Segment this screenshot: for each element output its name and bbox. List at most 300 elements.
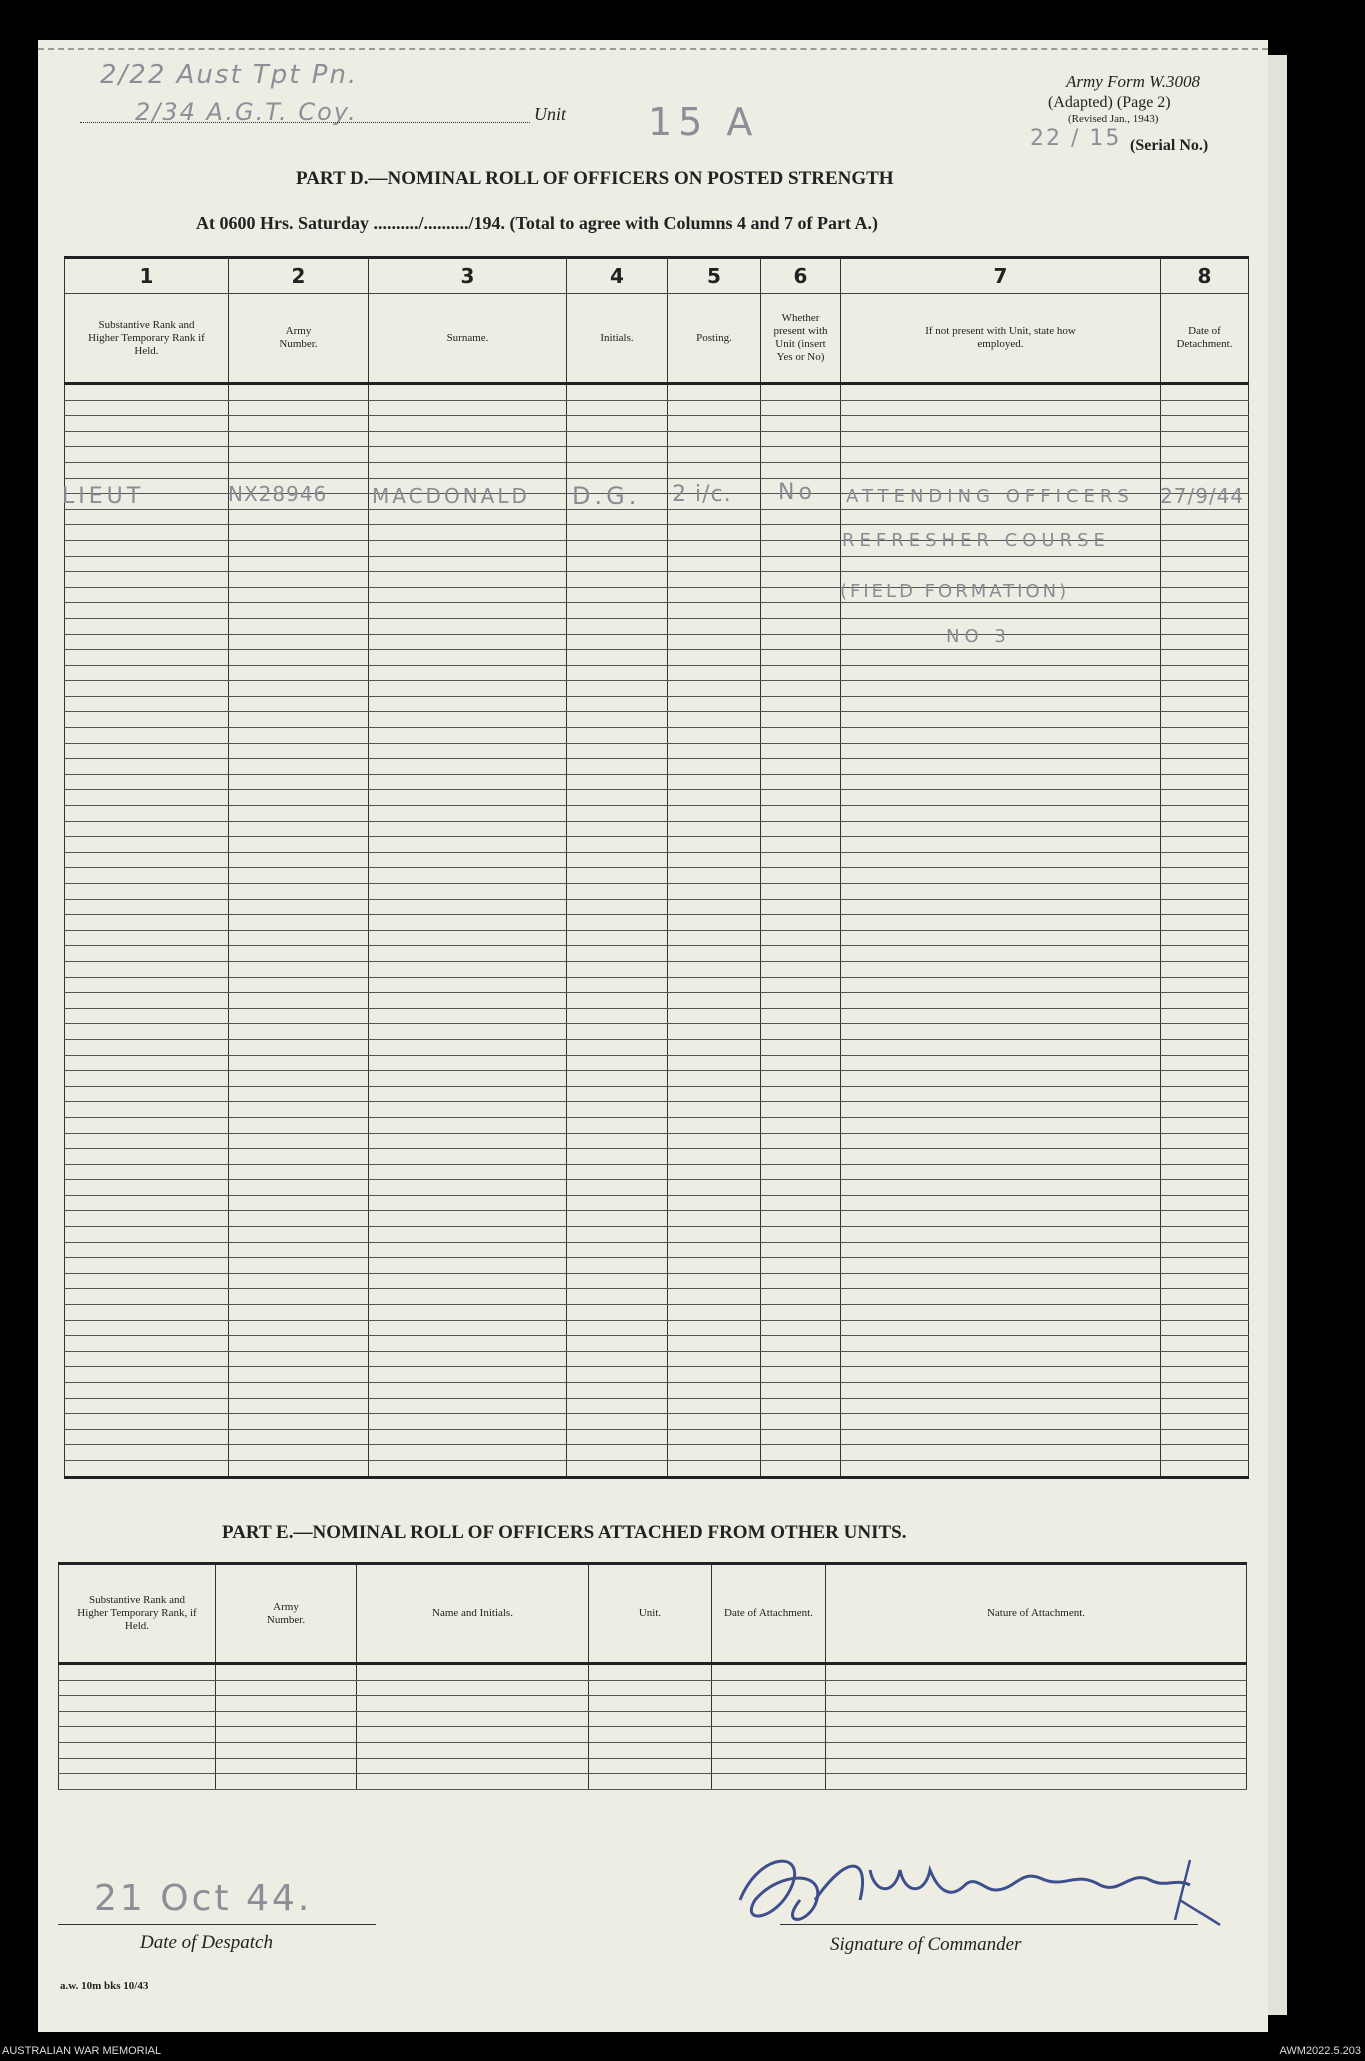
despatch-date-handwritten: 21 Oct 44. bbox=[94, 1878, 313, 1919]
table-cell bbox=[668, 572, 761, 588]
table-cell bbox=[1161, 556, 1249, 572]
table-cell bbox=[761, 743, 841, 759]
table-cell bbox=[668, 618, 761, 634]
table-cell bbox=[1161, 447, 1249, 463]
table-cell bbox=[567, 1445, 668, 1461]
table-cell bbox=[841, 1305, 1161, 1321]
table-cell bbox=[589, 1742, 712, 1758]
table-cell bbox=[216, 1680, 357, 1696]
table-cell bbox=[567, 1273, 668, 1289]
table-cell bbox=[567, 618, 668, 634]
commander-signature bbox=[720, 1830, 1240, 1950]
table-cell bbox=[761, 1102, 841, 1118]
table-cell bbox=[567, 509, 668, 525]
table-cell bbox=[712, 1758, 826, 1774]
table-row bbox=[65, 946, 1249, 962]
table-cell bbox=[668, 1336, 761, 1352]
table-cell bbox=[1161, 1367, 1249, 1383]
table-cell bbox=[567, 462, 668, 478]
table-cell bbox=[761, 1180, 841, 1196]
table-cell bbox=[567, 899, 668, 915]
part-e-col-name: Name and Initials. bbox=[357, 1564, 589, 1664]
table-cell bbox=[841, 930, 1161, 946]
table-cell bbox=[216, 1774, 357, 1790]
table-cell bbox=[668, 1429, 761, 1445]
table-cell bbox=[369, 790, 567, 806]
table-row bbox=[59, 1664, 1247, 1681]
table-cell bbox=[668, 790, 761, 806]
table-cell bbox=[567, 1149, 668, 1165]
table-cell bbox=[712, 1696, 826, 1712]
table-cell bbox=[841, 868, 1161, 884]
table-cell bbox=[668, 1398, 761, 1414]
table-cell bbox=[841, 1024, 1161, 1040]
table-cell bbox=[1161, 462, 1249, 478]
table-cell bbox=[841, 1227, 1161, 1243]
table-cell bbox=[589, 1774, 712, 1790]
table-cell bbox=[1161, 852, 1249, 868]
table-cell bbox=[65, 1008, 229, 1024]
col-number-5: 5 bbox=[668, 258, 761, 294]
table-cell bbox=[369, 1086, 567, 1102]
table-cell bbox=[229, 1211, 369, 1227]
table-cell bbox=[761, 961, 841, 977]
part-d-title: PART D.—NOMINAL ROLL OF OFFICERS ON POSTED STRENGTH bbox=[296, 168, 894, 189]
table-cell bbox=[761, 993, 841, 1009]
table-cell bbox=[59, 1727, 216, 1743]
table-cell bbox=[841, 1460, 1161, 1477]
table-cell bbox=[668, 1102, 761, 1118]
table-cell bbox=[567, 1071, 668, 1087]
table-cell bbox=[1161, 1164, 1249, 1180]
table-cell bbox=[1161, 993, 1249, 1009]
table-cell bbox=[567, 525, 668, 541]
table-cell bbox=[567, 416, 668, 432]
table-cell bbox=[841, 790, 1161, 806]
table-cell bbox=[229, 525, 369, 541]
table-row bbox=[65, 868, 1249, 884]
entry-initials: D.G. bbox=[572, 482, 641, 510]
table-cell bbox=[761, 1351, 841, 1367]
col-number-1: 1 bbox=[65, 258, 229, 294]
table-row bbox=[65, 1320, 1249, 1336]
table-row bbox=[59, 1758, 1247, 1774]
table-cell bbox=[567, 1398, 668, 1414]
table-cell bbox=[229, 899, 369, 915]
table-row bbox=[65, 696, 1249, 712]
table-cell bbox=[841, 416, 1161, 432]
table-row bbox=[65, 1071, 1249, 1087]
table-cell bbox=[668, 821, 761, 837]
table-cell bbox=[761, 1367, 841, 1383]
table-cell bbox=[1161, 1305, 1249, 1321]
table-row bbox=[65, 681, 1249, 697]
table-cell bbox=[229, 743, 369, 759]
table-cell bbox=[567, 1320, 668, 1336]
table-cell bbox=[668, 1460, 761, 1477]
table-cell bbox=[712, 1774, 826, 1790]
table-cell bbox=[65, 618, 229, 634]
table-cell bbox=[668, 1383, 761, 1399]
table-cell bbox=[1161, 416, 1249, 432]
table-cell bbox=[841, 1008, 1161, 1024]
table-cell bbox=[567, 1367, 668, 1383]
table-cell bbox=[567, 884, 668, 900]
table-cell bbox=[65, 400, 229, 416]
table-row bbox=[65, 1367, 1249, 1383]
table-cell bbox=[668, 728, 761, 744]
table-row bbox=[65, 930, 1249, 946]
table-cell bbox=[369, 1289, 567, 1305]
table-cell bbox=[712, 1711, 826, 1727]
table-cell bbox=[229, 696, 369, 712]
table-cell bbox=[65, 1336, 229, 1352]
table-cell bbox=[357, 1711, 589, 1727]
table-cell bbox=[369, 556, 567, 572]
table-row bbox=[65, 961, 1249, 977]
table-cell bbox=[65, 603, 229, 619]
table-cell bbox=[567, 556, 668, 572]
table-cell bbox=[668, 650, 761, 666]
despatch-date-label: Date of Despatch bbox=[140, 1932, 273, 1953]
table-cell bbox=[65, 1149, 229, 1165]
table-cell bbox=[668, 899, 761, 915]
table-cell bbox=[357, 1774, 589, 1790]
table-cell bbox=[567, 1102, 668, 1118]
table-cell bbox=[369, 1211, 567, 1227]
table-cell bbox=[841, 977, 1161, 993]
table-row bbox=[65, 556, 1249, 572]
table-cell bbox=[369, 961, 567, 977]
table-cell bbox=[229, 837, 369, 853]
table-cell bbox=[567, 665, 668, 681]
table-cell bbox=[65, 1367, 229, 1383]
table-cell bbox=[761, 603, 841, 619]
table-cell bbox=[1161, 1336, 1249, 1352]
table-cell bbox=[357, 1664, 589, 1681]
table-cell bbox=[761, 634, 841, 650]
table-row bbox=[59, 1711, 1247, 1727]
table-cell bbox=[668, 603, 761, 619]
table-cell bbox=[668, 1133, 761, 1149]
table-cell bbox=[841, 743, 1161, 759]
table-cell bbox=[369, 1149, 567, 1165]
table-cell bbox=[841, 774, 1161, 790]
table-cell bbox=[1161, 1211, 1249, 1227]
part-e-table bbox=[58, 1562, 1247, 1790]
table-cell bbox=[229, 681, 369, 697]
table-cell bbox=[369, 946, 567, 962]
table-cell bbox=[1161, 1258, 1249, 1274]
unit-handwritten-line-1: 2/22 Aust Tpt Pn. bbox=[100, 60, 359, 90]
table-cell bbox=[761, 509, 841, 525]
table-cell bbox=[668, 1086, 761, 1102]
table-cell bbox=[369, 572, 567, 588]
table-cell bbox=[567, 852, 668, 868]
table-cell bbox=[567, 837, 668, 853]
table-cell bbox=[567, 1289, 668, 1305]
part-e-col-rank: Substantive Rank and Higher Temporary Rank, if Held. bbox=[59, 1564, 216, 1664]
table-row bbox=[65, 837, 1249, 853]
perforation-line bbox=[38, 48, 1268, 50]
table-cell bbox=[369, 915, 567, 931]
table-cell bbox=[65, 790, 229, 806]
table-cell bbox=[1161, 1414, 1249, 1430]
table-cell bbox=[65, 1460, 229, 1477]
table-cell bbox=[841, 899, 1161, 915]
table-cell bbox=[567, 759, 668, 775]
table-cell bbox=[567, 790, 668, 806]
table-cell bbox=[841, 1102, 1161, 1118]
table-cell bbox=[841, 1164, 1161, 1180]
table-cell bbox=[59, 1758, 216, 1774]
table-cell bbox=[761, 1211, 841, 1227]
table-cell bbox=[369, 821, 567, 837]
table-cell bbox=[369, 447, 567, 463]
table-cell bbox=[841, 1258, 1161, 1274]
table-cell bbox=[216, 1664, 357, 1681]
table-row bbox=[65, 650, 1249, 666]
table-cell bbox=[712, 1680, 826, 1696]
table-cell bbox=[369, 1133, 567, 1149]
table-cell bbox=[369, 1008, 567, 1024]
table-cell bbox=[841, 1242, 1161, 1258]
table-cell bbox=[826, 1696, 1247, 1712]
entry-surname: MACDONALD bbox=[372, 484, 530, 508]
table-cell bbox=[65, 1289, 229, 1305]
table-cell bbox=[1161, 930, 1249, 946]
table-cell bbox=[589, 1727, 712, 1743]
table-row bbox=[65, 977, 1249, 993]
table-cell bbox=[761, 837, 841, 853]
table-cell bbox=[567, 447, 668, 463]
table-cell bbox=[229, 540, 369, 556]
col-header-employed: If not present with Unit, state how employed. bbox=[841, 294, 1161, 384]
table-cell bbox=[761, 525, 841, 541]
unit-code: 15 A bbox=[648, 100, 759, 144]
table-cell bbox=[567, 384, 668, 401]
table-row bbox=[65, 821, 1249, 837]
part-e-col-date: Date of Attachment. bbox=[712, 1564, 826, 1664]
table-cell bbox=[761, 868, 841, 884]
table-row bbox=[65, 1117, 1249, 1133]
table-cell bbox=[229, 587, 369, 603]
table-cell bbox=[369, 884, 567, 900]
table-cell bbox=[668, 1039, 761, 1055]
archive-left-caption: AUSTRALIAN WAR MEMORIAL bbox=[2, 2045, 162, 2057]
table-cell bbox=[216, 1758, 357, 1774]
table-cell bbox=[1161, 1071, 1249, 1087]
table-cell bbox=[567, 946, 668, 962]
table-cell bbox=[668, 774, 761, 790]
table-cell bbox=[841, 915, 1161, 931]
table-cell bbox=[1161, 1227, 1249, 1243]
table-row bbox=[65, 852, 1249, 868]
table-cell bbox=[841, 1149, 1161, 1165]
table-cell bbox=[841, 650, 1161, 666]
table-cell bbox=[668, 1227, 761, 1243]
table-cell bbox=[65, 447, 229, 463]
table-cell bbox=[1161, 525, 1249, 541]
table-cell bbox=[59, 1680, 216, 1696]
table-row bbox=[65, 509, 1249, 525]
table-cell bbox=[369, 1445, 567, 1461]
table-cell bbox=[65, 1351, 229, 1367]
table-cell bbox=[841, 1429, 1161, 1445]
table-cell bbox=[761, 899, 841, 915]
table-cell bbox=[1161, 1242, 1249, 1258]
table-cell bbox=[229, 1008, 369, 1024]
table-cell bbox=[65, 946, 229, 962]
table-cell bbox=[65, 1039, 229, 1055]
table-cell bbox=[229, 1351, 369, 1367]
entry-present: No bbox=[778, 480, 816, 505]
table-cell bbox=[841, 1273, 1161, 1289]
table-cell bbox=[826, 1727, 1247, 1743]
table-cell bbox=[841, 1133, 1161, 1149]
entry-rank: LIEUT bbox=[62, 484, 145, 509]
table-cell bbox=[841, 1039, 1161, 1055]
table-cell bbox=[567, 1164, 668, 1180]
table-cell bbox=[668, 759, 761, 775]
table-cell bbox=[229, 1071, 369, 1087]
table-cell bbox=[65, 1071, 229, 1087]
table-cell bbox=[668, 587, 761, 603]
table-cell bbox=[761, 587, 841, 603]
table-cell bbox=[668, 961, 761, 977]
table-cell bbox=[761, 728, 841, 744]
table-cell bbox=[369, 1414, 567, 1430]
table-cell bbox=[229, 961, 369, 977]
table-cell bbox=[761, 1039, 841, 1055]
table-cell bbox=[369, 728, 567, 744]
table-cell bbox=[369, 837, 567, 853]
table-row bbox=[65, 416, 1249, 432]
table-cell bbox=[841, 1445, 1161, 1461]
table-cell bbox=[65, 1133, 229, 1149]
table-cell bbox=[761, 696, 841, 712]
table-cell bbox=[761, 1414, 841, 1430]
table-cell bbox=[229, 977, 369, 993]
table-cell bbox=[841, 1398, 1161, 1414]
table-cell bbox=[761, 556, 841, 572]
table-cell bbox=[567, 930, 668, 946]
table-cell bbox=[65, 977, 229, 993]
table-cell bbox=[369, 1180, 567, 1196]
table-row bbox=[65, 790, 1249, 806]
table-cell bbox=[369, 1039, 567, 1055]
table-cell bbox=[841, 696, 1161, 712]
table-cell bbox=[369, 1273, 567, 1289]
table-cell bbox=[761, 1071, 841, 1087]
table-cell bbox=[65, 462, 229, 478]
table-row bbox=[65, 993, 1249, 1009]
table-cell bbox=[841, 821, 1161, 837]
table-cell bbox=[668, 1258, 761, 1274]
table-cell bbox=[1161, 1039, 1249, 1055]
table-cell bbox=[1161, 806, 1249, 822]
table-cell bbox=[369, 899, 567, 915]
table-cell bbox=[1161, 1351, 1249, 1367]
table-cell bbox=[668, 556, 761, 572]
table-cell bbox=[668, 525, 761, 541]
table-cell bbox=[841, 1336, 1161, 1352]
table-cell bbox=[369, 384, 567, 401]
table-cell bbox=[65, 930, 229, 946]
table-cell bbox=[65, 821, 229, 837]
table-cell bbox=[761, 1242, 841, 1258]
table-cell bbox=[1161, 1429, 1249, 1445]
table-cell bbox=[229, 509, 369, 525]
table-cell bbox=[841, 509, 1161, 525]
table-cell bbox=[761, 1460, 841, 1477]
table-row bbox=[65, 728, 1249, 744]
table-cell bbox=[567, 977, 668, 993]
table-cell bbox=[1161, 743, 1249, 759]
table-cell bbox=[357, 1742, 589, 1758]
table-row bbox=[65, 1024, 1249, 1040]
table-cell bbox=[668, 837, 761, 853]
table-cell bbox=[668, 993, 761, 1009]
table-cell bbox=[841, 1414, 1161, 1430]
table-cell bbox=[761, 977, 841, 993]
table-cell bbox=[369, 1336, 567, 1352]
table-cell bbox=[369, 806, 567, 822]
table-cell bbox=[229, 1227, 369, 1243]
table-cell bbox=[369, 618, 567, 634]
table-cell bbox=[668, 1367, 761, 1383]
table-cell bbox=[668, 634, 761, 650]
part-e-col-unit: Unit. bbox=[589, 1564, 712, 1664]
table-row bbox=[65, 1414, 1249, 1430]
table-cell bbox=[65, 540, 229, 556]
table-cell bbox=[1161, 384, 1249, 401]
table-cell bbox=[841, 993, 1161, 1009]
table-cell bbox=[229, 946, 369, 962]
table-cell bbox=[668, 868, 761, 884]
table-cell bbox=[567, 1195, 668, 1211]
table-cell bbox=[567, 1429, 668, 1445]
table-row bbox=[65, 603, 1249, 619]
table-cell bbox=[668, 915, 761, 931]
table-cell bbox=[841, 431, 1161, 447]
table-cell bbox=[65, 884, 229, 900]
table-cell bbox=[841, 806, 1161, 822]
table-cell bbox=[369, 400, 567, 416]
col-number-7: 7 bbox=[841, 258, 1161, 294]
table-cell bbox=[761, 1024, 841, 1040]
table-cell bbox=[826, 1680, 1247, 1696]
table-cell bbox=[589, 1758, 712, 1774]
table-cell bbox=[761, 946, 841, 962]
table-row bbox=[65, 884, 1249, 900]
table-cell bbox=[65, 556, 229, 572]
table-cell bbox=[1161, 1055, 1249, 1071]
table-cell bbox=[567, 1305, 668, 1321]
table-cell bbox=[369, 603, 567, 619]
table-cell bbox=[229, 868, 369, 884]
table-cell bbox=[1161, 1008, 1249, 1024]
table-row bbox=[65, 1258, 1249, 1274]
table-cell bbox=[841, 603, 1161, 619]
table-cell bbox=[369, 759, 567, 775]
table-cell bbox=[1161, 977, 1249, 993]
table-cell bbox=[65, 728, 229, 744]
table-row bbox=[65, 899, 1249, 915]
table-cell bbox=[369, 774, 567, 790]
table-cell bbox=[567, 1133, 668, 1149]
part-d-subtitle: At 0600 Hrs. Saturday ........../........../194. (Total to agree with Columns 4 and 7 of Part A.) bbox=[196, 213, 879, 233]
